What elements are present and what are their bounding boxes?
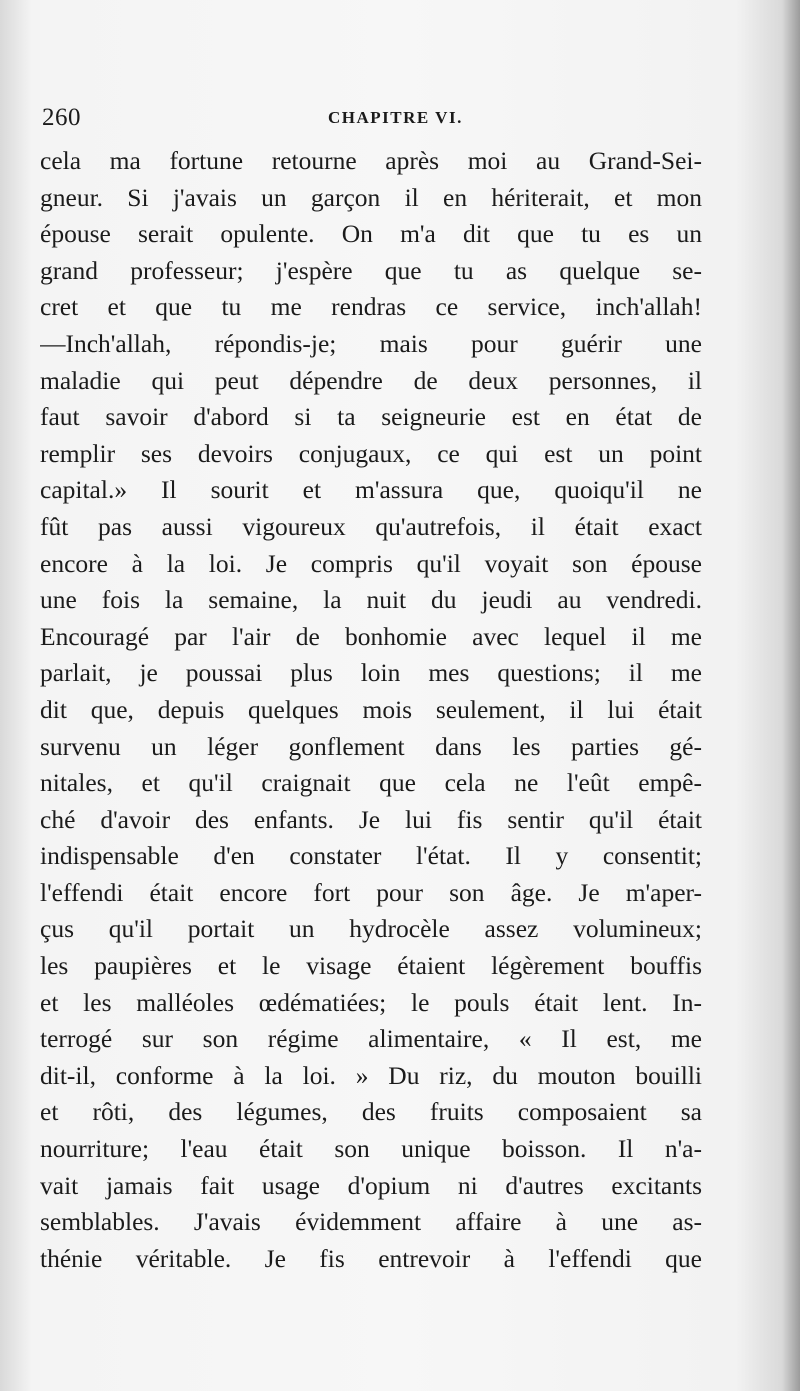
text-line: çus qu'il portait un hydrocèle assez volumineux; — [40, 914, 702, 944]
text-line: thénie véritable. Je fis entrevoir à l'effendi que — [40, 1243, 702, 1273]
text-line: cret et que tu me rendras ce service, inch'allah! — [40, 292, 702, 322]
text-line: encore à la loi. Je compris qu'il voyait son épouse — [40, 548, 702, 578]
text-line: fût pas aussi vigoureux qu'autrefois, il était exact — [40, 511, 702, 541]
text-line: dit que, depuis quelques mois seulement, il lui était — [40, 694, 702, 724]
page-edge-shadow — [782, 0, 800, 1391]
text-line: nitales, et qu'il craignait que cela ne l'eût empê- — [40, 768, 702, 798]
text-line: Encouragé par l'air de bonhomie avec lequel il me — [40, 621, 702, 651]
text-line: grand professeur; j'espère que tu as quelque se- — [40, 255, 702, 285]
text-line: dit-il, conforme à la loi. » Du riz, du mouton bouilli — [40, 1060, 702, 1090]
text-line: gneur. Si j'avais un garçon il en hériterait, et mon — [40, 182, 702, 212]
text-line: et rôti, des légumes, des fruits composaient sa — [40, 1097, 702, 1127]
text-line: nourriture; l'eau était son unique boisson. Il n'a- — [40, 1134, 702, 1164]
text-line: indispensable d'en constater l'état. Il y consentit; — [40, 841, 702, 871]
text-line: vait jamais fait usage d'opium ni d'autres excitants — [40, 1170, 702, 1200]
text-line: une fois la semaine, la nuit du jeudi au vendredi. — [40, 585, 702, 615]
running-title: CHAPITRE VI. — [328, 108, 463, 127]
text-line: —Inch'allah, répondis-je; mais pour guérir une — [40, 328, 702, 358]
text-line: faut savoir d'abord si ta seigneurie est en état de — [40, 402, 702, 432]
text-line: maladie qui peut dépendre de deux personnes, il — [40, 365, 702, 395]
text-line: terrogé sur son régime alimentaire, « Il est, me — [40, 1024, 702, 1054]
text-line: ché d'avoir des enfants. Je lui fis sentir qu'il était — [40, 804, 702, 834]
text-line: semblables. J'avais évidemment affaire à une as- — [40, 1207, 702, 1237]
page-number: 260 — [42, 104, 81, 131]
text-line: épouse serait opulente. On m'a dit que tu es un — [40, 219, 702, 249]
text-line: remplir ses devoirs conjugaux, ce qui est un point — [40, 438, 702, 468]
text-line: cela ma fortune retourne après moi au Grand-Sei- — [40, 146, 702, 175]
body-text — [40, 143, 702, 1277]
text-line: survenu un léger gonflement dans les parties gé- — [40, 731, 702, 761]
text-line: et les malléoles œdématiées; le pouls était lent. In- — [40, 987, 702, 1017]
text-line: parlait, je poussai plus loin mes questions; il me — [40, 658, 702, 688]
page-header — [42, 100, 702, 140]
text-line: capital.» Il sourit et m'assura que, quoiqu'il ne — [40, 475, 702, 505]
text-line: les paupières et le visage étaient légèrement bouffis — [40, 951, 702, 981]
text-line: l'effendi était encore fort pour son âge. Je m'aper- — [40, 877, 702, 907]
